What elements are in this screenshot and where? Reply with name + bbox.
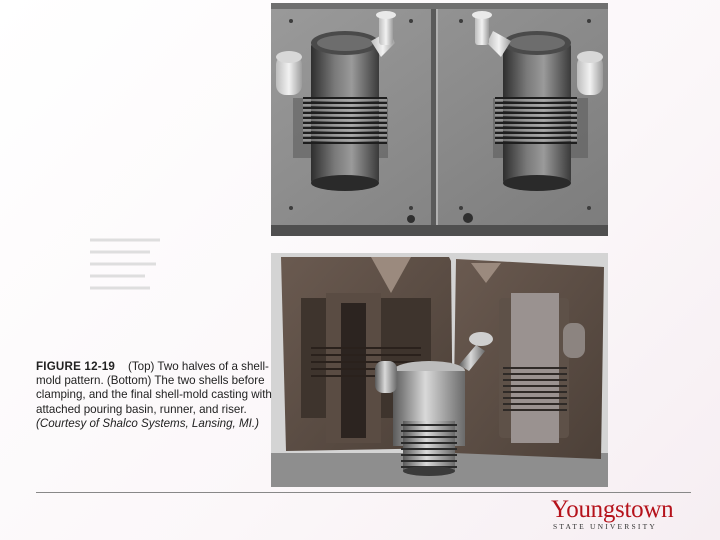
footer-divider bbox=[36, 492, 691, 493]
shell-mold-pattern-photo bbox=[271, 3, 608, 236]
casting-photo-svg bbox=[271, 253, 608, 487]
caption-credit: (Courtesy of Shalco Systems, Lansing, MI.) bbox=[36, 416, 259, 430]
shell-mold-casting-photo bbox=[271, 253, 608, 487]
figure-number: FIGURE 12-19 bbox=[36, 360, 116, 373]
logo-subtitle: STATE UNIVERSITY bbox=[553, 522, 657, 531]
caption-text: (Top) Two halves of a shell-mold pattern. (Bottom) The two shells before clamping, and the final shell-mold casting with attached pouring basin, runner, and riser. bbox=[36, 360, 272, 416]
pattern-photo-svg bbox=[271, 3, 608, 236]
logo-wordmark: Youngstown bbox=[551, 496, 674, 523]
figure-caption bbox=[36, 360, 272, 431]
university-logo bbox=[551, 497, 691, 531]
